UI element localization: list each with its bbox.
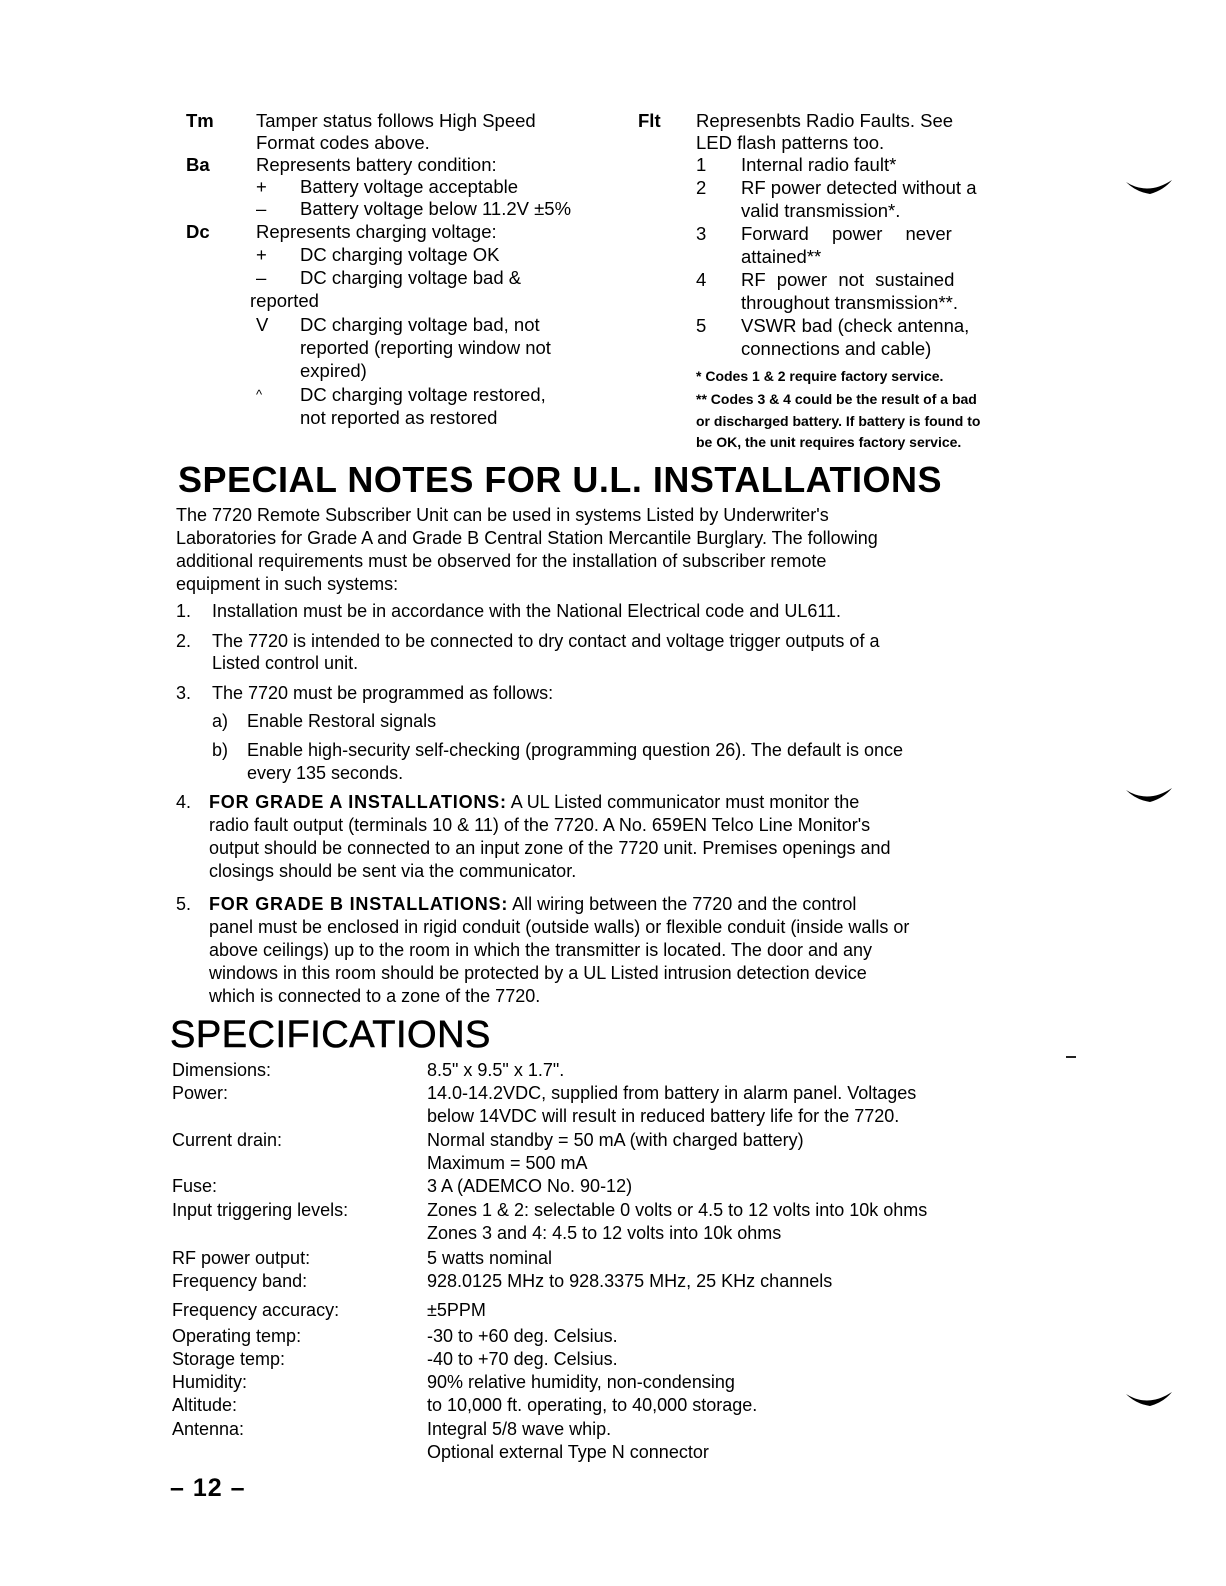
ul-item-5-line-3: above ceilings) up to the room in which the transmitter is located. The door and any xyxy=(209,940,873,960)
flt-item-4: RF power not sustained xyxy=(741,269,955,290)
ul-item-3a: Enable Restoral signals xyxy=(247,711,437,731)
flt-item-1-num: 1 xyxy=(696,154,707,175)
ul-item-3-number: 3. xyxy=(176,683,192,703)
flt-item-3-cont: attained** xyxy=(741,246,822,267)
flt-item-4-cont: throughout transmission**. xyxy=(741,292,958,313)
code-flt: Flt xyxy=(638,110,661,131)
page-number: – 12 – xyxy=(170,1474,246,1502)
flt-item-3-num: 3 xyxy=(696,223,707,244)
dc-symbol-caret: ^ xyxy=(256,387,263,402)
ba-item-low: Battery voltage below 11.2V ±5% xyxy=(300,198,572,219)
ul-item-5-line-4: windows in this room should be protected by a UL Listed intrusion detection device xyxy=(209,963,867,983)
dc-item-restored-2: not reported as restored xyxy=(300,407,498,428)
flt-note-2: ** Codes 3 & 4 could be the result of a bad xyxy=(696,391,977,407)
ul-item-3a-label: a) xyxy=(212,711,229,731)
dc-item-not-reported-2: reported (reporting window not xyxy=(300,337,551,358)
spec-label-storage-temp: Storage temp: xyxy=(172,1349,286,1369)
tm-desc-1: Tamper status follows High Speed xyxy=(256,110,536,131)
dc-item-not-reported-3: expired) xyxy=(300,360,367,381)
ba-item-ok: Battery voltage acceptable xyxy=(300,176,519,197)
dc-item-restored: DC charging voltage restored, xyxy=(300,384,546,405)
spec-value-altitude: to 10,000 ft. operating, to 40,000 storage. xyxy=(427,1395,758,1415)
dc-item-bad: DC charging voltage bad & xyxy=(300,267,522,288)
spec-label-rf-power: RF power output: xyxy=(172,1248,311,1268)
dc-item-bad-cont: reported xyxy=(250,290,319,311)
spec-label-operating-temp: Operating temp: xyxy=(172,1326,302,1346)
ul-item-4-lead: FOR GRADE A INSTALLATIONS: xyxy=(209,792,507,812)
code-tm: Tm xyxy=(186,110,214,131)
ul-item-2: The 7720 is intended to be connected to dry contact and voltage trigger outputs of a xyxy=(212,631,880,651)
flt-item-5-cont: connections and cable) xyxy=(741,338,932,359)
dc-item-not-reported: DC charging voltage bad, not xyxy=(300,314,540,335)
ul-intro-line-4: equipment in such systems: xyxy=(176,574,399,594)
spec-value-current-drain: Normal standby = 50 mA (with charged battery) xyxy=(427,1130,804,1150)
ul-heading: SPECIAL NOTES FOR U.L. INSTALLATIONS xyxy=(178,459,943,500)
binder-mark-3 xyxy=(1124,1390,1174,1410)
dc-symbol-minus: – xyxy=(256,267,267,288)
spec-label-dimensions: Dimensions: xyxy=(172,1060,272,1080)
spec-value-power-cont: below 14VDC will result in reduced battery life for the 7720. xyxy=(427,1106,900,1126)
flt-item-1: Internal radio fault* xyxy=(741,154,897,175)
spec-value-rf-power: 5 watts nominal xyxy=(427,1248,553,1268)
ul-item-5-line-1 xyxy=(209,893,856,916)
ul-item-4-line-1 xyxy=(209,791,859,814)
ul-item-4-number: 4. xyxy=(176,792,192,812)
flt-note-3: or discharged battery. If battery is found to xyxy=(696,413,981,429)
ul-intro-line-1: The 7720 Remote Subscriber Unit can be used in systems Listed by Underwriter's xyxy=(176,505,829,525)
flt-item-5: VSWR bad (check antenna, xyxy=(741,315,970,336)
spec-value-frequency-band: 928.0125 MHz to 928.3375 MHz, 25 KHz channels xyxy=(427,1271,833,1291)
spec-value-power: 14.0-14.2VDC, supplied from battery in alarm panel. Voltages xyxy=(427,1083,917,1103)
flt-note-1: * Codes 1 & 2 require factory service. xyxy=(696,368,944,384)
spec-label-current-drain: Current drain: xyxy=(172,1130,283,1150)
ul-item-4-line-4: closings should be sent via the communicator. xyxy=(209,861,577,881)
ul-item-4-text: A UL Listed communicator must monitor the xyxy=(506,792,860,812)
spec-value-fuse: 3 A (ADEMCO No. 90-12) xyxy=(427,1176,633,1196)
dc-symbol-plus: + xyxy=(256,244,267,265)
ba-symbol-plus: + xyxy=(256,176,267,197)
spec-value-dimensions: 8.5" x 9.5" x 1.7". xyxy=(427,1060,565,1080)
code-dc: Dc xyxy=(186,221,210,242)
spec-label-antenna: Antenna: xyxy=(172,1419,245,1439)
spec-label-fuse: Fuse: xyxy=(172,1176,218,1196)
flt-note-4: be OK, the unit requires factory service. xyxy=(696,434,962,450)
ul-intro-line-3: additional requirements must be observed for the installation of subscriber remote xyxy=(176,551,827,571)
spec-value-operating-temp: -30 to +60 deg. Celsius. xyxy=(427,1326,618,1346)
tm-desc-2: Format codes above. xyxy=(256,132,430,153)
flt-item-2: RF power detected without a xyxy=(741,177,977,198)
dc-item-ok: DC charging voltage OK xyxy=(300,244,500,265)
spec-value-current-drain-max: Maximum = 500 mA xyxy=(427,1153,588,1173)
ul-item-2-number: 2. xyxy=(176,631,192,651)
ul-item-4-line-2: radio fault output (terminals 10 & 11) of the 7720. A No. 659EN Telco Line Monitor's xyxy=(209,815,871,835)
ul-item-5-number: 5. xyxy=(176,894,192,914)
ul-item-5-lead: FOR GRADE B INSTALLATIONS: xyxy=(209,894,509,914)
spec-value-frequency-accuracy: ±5PPM xyxy=(427,1300,486,1320)
flt-item-5-num: 5 xyxy=(696,315,707,336)
flt-item-2-num: 2 xyxy=(696,177,707,198)
ul-item-4-line-3: output should be connected to an input zone of the 7720 unit. Premises openings and xyxy=(209,838,891,858)
spec-label-frequency-accuracy: Frequency accuracy: xyxy=(172,1300,340,1320)
ul-item-3: The 7720 must be programmed as follows: xyxy=(212,683,554,703)
spec-value-humidity: 90% relative humidity, non-condensing xyxy=(427,1372,735,1392)
binder-mark-2 xyxy=(1124,786,1174,806)
spec-label-frequency-band: Frequency band: xyxy=(172,1271,308,1291)
ul-item-3b-label: b) xyxy=(212,740,229,760)
dc-symbol-v: V xyxy=(256,314,269,335)
spec-label-altitude: Altitude: xyxy=(172,1395,238,1415)
flt-item-2-cont: valid transmission*. xyxy=(741,200,901,221)
ba-desc: Represents battery condition: xyxy=(256,154,497,175)
ul-item-1: Installation must be in accordance with the National Electrical code and UL611. xyxy=(212,601,842,621)
ba-symbol-minus: – xyxy=(256,198,267,219)
spec-value-storage-temp: -40 to +70 deg. Celsius. xyxy=(427,1349,618,1369)
ul-item-2-cont: Listed control unit. xyxy=(212,653,359,673)
ul-item-3b-cont: every 135 seconds. xyxy=(247,763,404,783)
ul-intro-line-2: Laboratories for Grade A and Grade B Central Station Mercantile Burglary. The following xyxy=(176,528,878,548)
dc-desc: Represents charging voltage: xyxy=(256,221,497,242)
spec-label-humidity: Humidity: xyxy=(172,1372,248,1392)
flt-desc-2: LED flash patterns too. xyxy=(696,132,885,153)
spec-value-input-triggering: Zones 1 & 2: selectable 0 volts or 4.5 to 12 volts into 10k ohms xyxy=(427,1200,928,1220)
ul-item-5-text: All wiring between the 7720 and the control xyxy=(508,894,857,914)
spec-value-input-triggering-cont: Zones 3 and 4: 4.5 to 12 volts into 10k ohms xyxy=(427,1223,782,1243)
specs-heading: SPECIFICATIONS xyxy=(170,1014,491,1056)
ul-item-1-number: 1. xyxy=(176,601,192,621)
flt-item-4-num: 4 xyxy=(696,269,707,290)
ul-item-5-line-5: which is connected to a zone of the 7720. xyxy=(209,986,541,1006)
spec-value-antenna-cont: Optional external Type N connector xyxy=(427,1442,709,1462)
spec-label-power: Power: xyxy=(172,1083,229,1103)
flt-item-3: Forward power never xyxy=(741,223,952,244)
ul-item-5-line-2: panel must be enclosed in rigid conduit (outside walls) or flexible conduit (inside walls or xyxy=(209,917,910,937)
code-ba: Ba xyxy=(186,154,210,175)
spec-label-input-triggering: Input triggering levels: xyxy=(172,1200,349,1220)
flt-desc-1: Represenbts Radio Faults. See xyxy=(696,110,954,131)
spec-value-antenna: Integral 5/8 wave whip. xyxy=(427,1419,612,1439)
binder-mark-1 xyxy=(1124,178,1174,198)
scan-speck xyxy=(1066,1054,1078,1060)
ul-item-3b: Enable high-security self-checking (programming question 26). The default is once xyxy=(247,740,904,760)
